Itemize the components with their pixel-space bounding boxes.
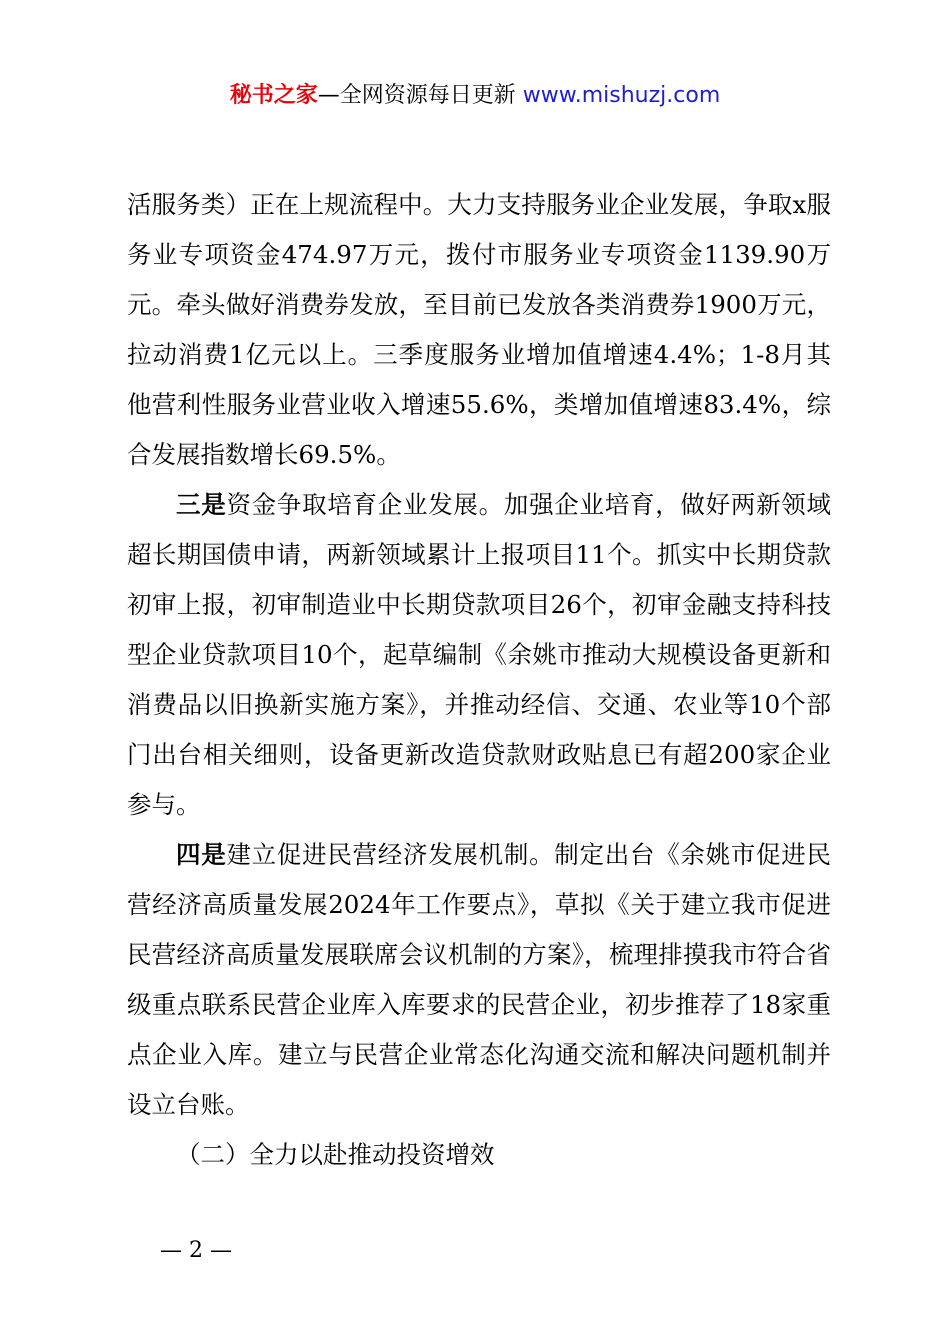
paragraph-text: 资金争取培育企业发展。加强企业培育，做好两新领域超长期国债申请，两新领域累计上报项目11个。抓实中长期贷款初审上报，初审制造业中长期贷款项目26个，初审金融支持科技型企业贷款项目10个，起草编制《余姚市推动大规模设备更新和消费品以旧换新实施方案》，并推动经信、交通、农业等10个部门出台相关细则，设备更新改造贷款财政贴息已有超200家企业参与。 (127, 490, 832, 819)
paragraph-text: 活服务类）正在上规流程中。大力支持服务业企业发展，争取x服务业专项资金474.97万元，拨付市服务业专项资金1139.90万元。牵头做好消费券发放，至目前已发放各类消费券1900万元，拉动消费1亿元以上。三季度服务业增加值增速4.4%；1-8月其他营利性服务业营业收入增速55.6%，类增加值增速83.4%，综合发展指数增长69.5%。 (127, 190, 831, 469)
site-header (0, 80, 950, 112)
document-body (127, 180, 831, 1180)
paragraph-continuation (127, 180, 831, 480)
paragraph-three (127, 480, 831, 830)
paragraph-text: 建立促进民营经济发展机制。制定出台《余姚市促进民营经济高质量发展2024年工作要点》，草拟《关于建立我市促进民营经济高质量发展联席会议机制的方案》，梳理排摸我市符合省级重点联系民营企业库入库要求的民营企业，初步推荐了18家重点企业入库。建立与民营企业常态化沟通交流和解决问题机制并设立台账。 (127, 840, 832, 1119)
paragraph-lead: 三是 (176, 490, 227, 519)
section-heading: （二）全力以赴推动投资增效 (176, 1140, 495, 1169)
paragraph-four (127, 830, 831, 1130)
page-number: — 2 — (160, 1238, 232, 1263)
site-url-link[interactable]: www.mishuzj.com (522, 83, 721, 108)
brand-name: 秘书之家 (229, 83, 318, 108)
paragraph-lead: 四是 (176, 840, 227, 869)
header-tagline: —全网资源每日更新 (317, 83, 523, 108)
